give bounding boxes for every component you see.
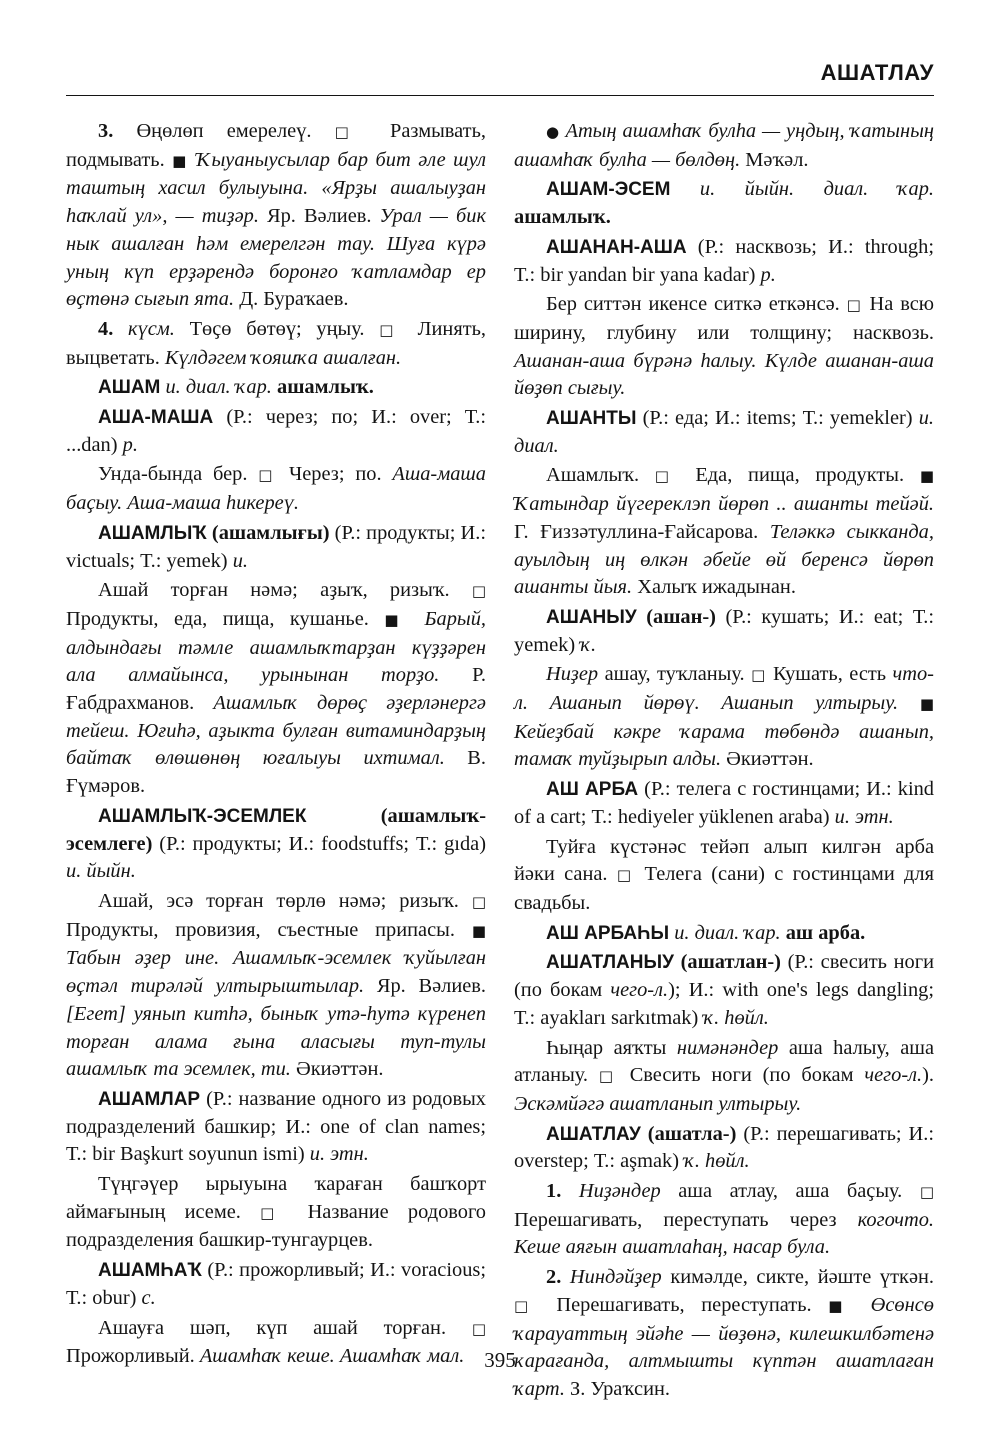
text-run: и. этн.	[309, 1143, 369, 1166]
example-marker: ■	[828, 1296, 854, 1315]
box-marker: □	[260, 1203, 289, 1222]
text-run: (ашамлыҡ-эсемлеге)	[66, 804, 486, 855]
left-column	[66, 118, 486, 1373]
text-run: и. диал. ҡар.	[669, 921, 781, 944]
running-head: АШАТЛАУ	[820, 60, 934, 85]
text-run: Д. Бураҡаев.	[234, 288, 349, 311]
headword: АШАТЛАУ	[546, 1123, 641, 1145]
text-run: Яр. Вәлиев.	[258, 205, 380, 228]
text-run: Прожорливый.	[66, 1345, 200, 1368]
box-marker: □	[919, 1183, 935, 1202]
text-run: (Р.: прожорливый; И.: voracious; Т.: obur)	[66, 1259, 486, 1309]
text-run: Ниҙәндер	[578, 1180, 661, 1203]
text-run: [Егет] уянып китһә, быныҡ утә-һутә күренеп торған алама ғына аласығы туп-тулы ашамлыҡ та эсемлек, ти.	[66, 1002, 486, 1081]
text-run: ашау, туҡланыу.	[598, 663, 752, 686]
header-rule	[66, 95, 934, 96]
text-run: чего-л.	[610, 979, 669, 1002]
dictionary-paragraph	[514, 776, 934, 831]
box-marker: □	[258, 466, 279, 485]
text-run: Р. Ғабдрахманов.	[66, 664, 486, 715]
headword: АШАМ-ЭСЕМ	[546, 179, 671, 201]
box-marker: □	[751, 666, 767, 685]
text-run: Ниндәйҙер	[569, 1266, 662, 1289]
text-run: и. йыйн. диал. ҡар.	[670, 178, 934, 201]
dictionary-paragraph	[66, 1171, 486, 1255]
dictionary-paragraph	[514, 920, 934, 948]
page-number: 395	[484, 1348, 516, 1372]
text-run: и. диал.	[514, 407, 934, 457]
box-marker: □	[334, 123, 367, 141]
text-run: аша атлау, аша баҫыу.	[660, 1180, 920, 1203]
text-run: и.	[232, 549, 248, 572]
text-run: (Р.: кушать; И.: eat; Т.: yemek)	[514, 605, 934, 656]
text-run: Ашамлыҡ дөрөҫ әҙерләнергә тейеш. Юғиһә, аҙыкта булған витаминдарҙың байтаҡ өлөшөнөң юғалыуы ихтимал.	[66, 692, 486, 770]
text-run: Ҡатындар йүгереклэп йөрөп .. ашанты тейәй.	[514, 493, 934, 516]
dictionary-paragraph	[514, 1264, 934, 1404]
dictionary-paragraph	[514, 949, 934, 1032]
dictionary-paragraph	[66, 461, 486, 517]
text-run: Төҫө бөтөү; уңыу.	[174, 317, 380, 340]
text-run: (Р.: продукты; И.: victuals; Т.: yemek)	[66, 521, 486, 572]
text-run: Продукты, провизия, съестные припасы.	[66, 918, 472, 941]
dictionary-paragraph	[66, 888, 486, 1084]
dictionary-paragraph	[66, 1086, 486, 1169]
text-run: нимәнәндер	[676, 1036, 779, 1059]
text-run: Һыңар аяҡты	[546, 1036, 677, 1059]
text-run: 3.	[98, 120, 137, 142]
text-run: р.	[760, 263, 776, 286]
text-run: когочто. Кеше аяғын ашатлаһаң, насар була.	[514, 1208, 934, 1259]
text-run: күсм.	[128, 317, 175, 340]
headword: АША-МАША	[98, 407, 214, 429]
dictionary-paragraph	[66, 316, 486, 372]
dictionary-paragraph	[514, 462, 934, 602]
dictionary-paragraph	[66, 404, 486, 459]
text-run: Унда-бында бер.	[98, 463, 259, 486]
text-run: (ашатлан-)	[673, 951, 781, 974]
headword: АШАНАН-АША	[546, 236, 687, 258]
text-run: Туйға күстәнәс тейәп алып килгән арба йәки сана.	[514, 835, 934, 886]
example-marker: ■	[919, 467, 934, 486]
example-marker: ■	[919, 695, 934, 714]
dictionary-paragraph	[66, 803, 486, 886]
text-run: (Р.: телега с гостинцами; И.: kind of a cart; Т.: hediyeler yüklenen araba)	[514, 778, 935, 828]
text-run: 1.	[546, 1180, 579, 1203]
dictionary-paragraph	[514, 1178, 934, 1262]
text-run: (Р.: перешагивать; И.: overstep; Т.: aşmak)	[514, 1122, 934, 1173]
text-run: Ашанан-аша бүрәнә һалыу. Күлде ашанан-аша йөҙөп сығыу.	[514, 349, 934, 400]
dictionary-paragraph	[66, 374, 486, 402]
text-run: Бер ситтән икенсе ситкә еткәнсә.	[546, 293, 847, 316]
text-run: Размывать, подмывать.	[66, 120, 486, 171]
text-run: и. этн.	[834, 805, 894, 828]
text-run: Урал — бик нык ашалған һәм емерелгән тау. Шуға күрә уның күп ерҙәрендә боронғо ҡатламдар ер өҫтөнә сығып ята.	[66, 205, 486, 311]
text-run: ашамлыҡ.	[514, 206, 611, 229]
headword: АШ АРБАҺЫ	[546, 922, 670, 944]
box-marker: □	[379, 320, 403, 339]
text-run: ҡ. һөйл.	[703, 1006, 769, 1029]
text-run: Ашамлыҡ.	[546, 464, 655, 487]
text-run: Халыҡ ижадынан.	[632, 576, 796, 599]
text-run: Мәҡәл.	[740, 148, 809, 171]
text-run: Барый, алдындағы тәмле ашамлыҡтарҙан күҙҙәрен ала алмайынса, урынынан торҙо.	[66, 607, 486, 687]
text-run: Аша-маша баҫыу. Аша-маша һикереү.	[66, 463, 487, 515]
text-run: Теләккә сыкканда, ауылдың иң өлкән әбейе өй беренсә йөрөп ашанты йыя.	[514, 520, 934, 599]
headword: АШАМЛАР	[98, 1088, 201, 1110]
box-marker: □	[514, 1296, 540, 1315]
dictionary-paragraph	[514, 291, 934, 403]
box-marker: □	[471, 1319, 486, 1338]
example-marker: ●	[546, 123, 566, 141]
text-run: (Р.: название одного из родовых подразделений башкир; И.: one of clan names; Т.: bir Başkurt soyunun ismi)	[66, 1087, 486, 1166]
text-run: 2.	[546, 1266, 570, 1289]
dictionary-paragraph	[514, 834, 934, 918]
text-run: (Р.: продукты; И.: foodstuffs; Т.: gıda)	[152, 832, 486, 855]
box-marker: □	[598, 1067, 619, 1086]
dictionary-paragraph	[514, 234, 934, 289]
text-run: ҡ.	[580, 633, 597, 656]
dictionary-paragraph	[514, 1121, 934, 1176]
text-run: что-л. Ашанып йөрөү. Ашанып ултырыу.	[514, 663, 934, 715]
text-run: Телега (сани) с гостинцами для свадьбы.	[514, 863, 934, 914]
box-marker: □	[654, 467, 680, 486]
text-run	[898, 692, 920, 714]
text-run: ҡ. һөйл.	[684, 1150, 750, 1173]
headword: АШАНЫУ	[546, 606, 637, 628]
text-run: Өсөнсө ҡарауаттың эйәһе — йөҙөнә, килешкилбәтенә ҡарағанда, алтмышты күптән ашатлаған ҡарт.	[514, 1293, 934, 1400]
text-run: Әкиәттән.	[290, 1058, 384, 1081]
text-run: (ашамлығы)	[206, 521, 330, 544]
text-run: Перешагивать, переступать.	[539, 1293, 829, 1316]
text-run: Свесить ноги (по бокам	[618, 1064, 865, 1087]
headword: АШАТЛАНЫУ	[546, 952, 674, 974]
text-run: Яр. Вәлиев.	[364, 975, 487, 998]
headword: АШАМЛЫҠ-ЭСЕМЛЕК	[98, 805, 307, 827]
box-marker: □	[846, 296, 863, 315]
text-run: Табын әҙер ине. Ашамлыҡ-эсемлек ҡуйылған өҫтәл тирәләй ултырыштылар.	[66, 947, 486, 998]
dictionary-paragraph	[66, 1257, 486, 1312]
dictionary-paragraph	[514, 661, 934, 774]
text-run: Атың ашамһаҡ булһа — уңдың, ҡатының ашамһаҡ булһа — бөлдөң.	[514, 120, 934, 171]
headword: АШАМҺАҠ	[98, 1260, 202, 1282]
text-run: Ниҙер	[546, 663, 599, 686]
text-run: Г. Ғиззәтуллина-Ғайсарова.	[514, 520, 770, 543]
dictionary-paragraph	[66, 118, 486, 314]
text-run: Ҡыуаныусылар бар бит әле шул таштың хасил булыуына. «Ярҙы ашалыуҙан һаҡлай ул», — тиҙәр.	[66, 148, 486, 228]
example-marker: ■	[471, 921, 486, 940]
text-run: Өңөлөп емерелеү.	[136, 120, 335, 142]
text-run: кимәлде, сикте, йәште үткән.	[661, 1266, 934, 1289]
text-run: Ашай торған нәмә; аҙыҡ, ризыҡ.	[98, 579, 472, 602]
text-run: З. Ураҡсин.	[564, 1377, 671, 1400]
text-run: Кушать, есть	[766, 663, 893, 686]
text-run: Күлдәгем ҡояшҡа ашалған.	[164, 346, 402, 369]
dictionary-paragraph	[514, 405, 934, 460]
text-run: р.	[122, 433, 138, 456]
text-run: чего-л.	[864, 1064, 923, 1087]
example-marker: ■	[384, 610, 409, 629]
text-run: (ашатла-)	[640, 1122, 737, 1145]
text-run: Ашамһаҡ кеше. Ашамһаҡ мал.	[199, 1345, 465, 1368]
headword: АШАМ	[98, 377, 161, 399]
text-run: Түңгәүер ырыуына ҡараған башҡорт аймағының исеме.	[66, 1173, 486, 1223]
text-run: и. диал. ҡар.	[160, 376, 272, 399]
text-run: и. йыйн.	[66, 860, 136, 883]
text-run: Эскәмйәгә ашатланып ултырыу.	[514, 1092, 802, 1115]
box-marker: □	[471, 582, 486, 601]
dictionary-paragraph	[514, 1035, 934, 1119]
headword: АШАНТЫ	[546, 408, 637, 430]
text-run: (Р.: свесить ноги (по бокам	[514, 951, 935, 1002]
text-run: Линять, выцветать.	[66, 317, 487, 369]
headword: АШАМЛЫҠ	[98, 522, 207, 544]
right-column	[514, 118, 934, 1406]
text-run: На всю ширину, глубину или толщину; насквозь.	[514, 293, 934, 344]
dictionary-paragraph	[66, 520, 486, 575]
text-run: с.	[141, 1286, 156, 1309]
text-run: Перешагивать, переступать через	[514, 1208, 858, 1231]
dictionary-paragraph	[66, 577, 486, 801]
text-run: (Р.: насквозь; И.: through; Т.: bir yandan bir yana kadar)	[514, 235, 934, 286]
text-run: (Р.: через; по; И.: over; Т.: ...dan)	[66, 406, 486, 456]
box-marker: □	[616, 866, 636, 885]
text-run: аш арба.	[780, 921, 866, 944]
dictionary-paragraph	[514, 604, 934, 659]
text-run: аша һалыу, аша атланыу.	[514, 1036, 934, 1087]
dictionary-paragraph	[514, 118, 934, 174]
box-marker: □	[471, 892, 486, 911]
text-run: Кейеҙбай кәкре ҡарама төбөндә ашанып, тамаҡ туйҙырып алды.	[514, 720, 934, 771]
text-run: (ашан-)	[636, 605, 716, 628]
text-run: Еда, пища, продукты.	[679, 464, 920, 487]
text-run: 4.	[98, 317, 128, 340]
text-run: Ашауға шәп, күп ашай торған.	[98, 1316, 472, 1339]
text-run: (Р.: еда; И.: items; Т.: yemekler)	[636, 407, 919, 430]
text-run: ).	[922, 1064, 934, 1087]
text-run: Название родового подразделения башкир-тунгаурцев.	[66, 1200, 486, 1252]
text-run: Ашай, эсә торған төрлө нәмә; ризыҡ.	[98, 889, 472, 912]
text-run: Продукты, еда, пища, кушанье.	[66, 607, 385, 630]
dictionary-paragraph	[514, 176, 934, 231]
example-marker: ■	[172, 151, 189, 170]
text-run: ); И.: with one's legs dangling; Т.: ayakları sarkıtmak)	[514, 979, 935, 1029]
text-run: Через; по.	[278, 463, 393, 486]
text-run: Әкиәттән.	[721, 748, 814, 771]
text-run: ашамлыҡ.	[271, 376, 374, 399]
headword: АШ АРБА	[546, 779, 639, 801]
text-run: В. Ғүмәров.	[66, 747, 487, 798]
